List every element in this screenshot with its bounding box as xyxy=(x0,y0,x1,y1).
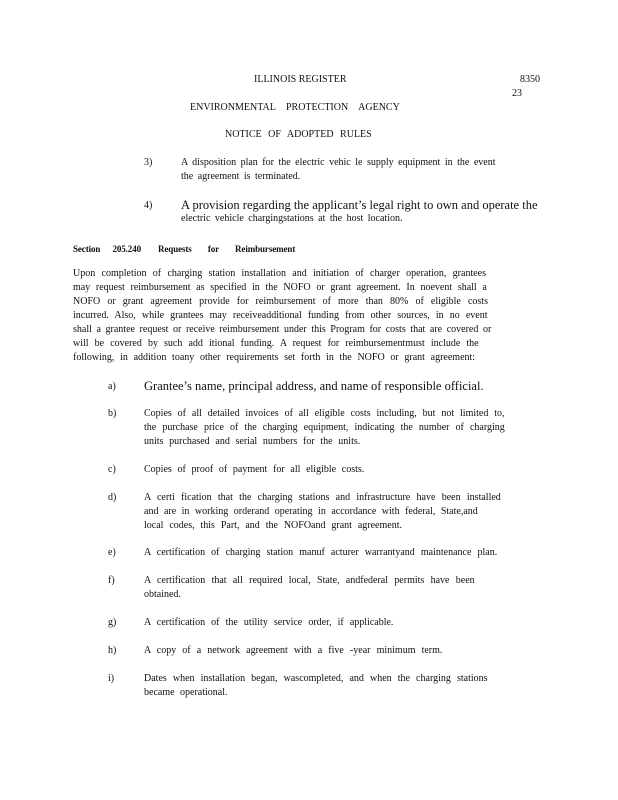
list-item-label: d) xyxy=(108,492,117,503)
paragraph-line: NOFO or grant agreement provide for reimbursement of more than 80% of eligible costs xyxy=(73,296,488,307)
list-item-label: e) xyxy=(108,547,116,558)
list-item-text: units purchased and serial numbers for the units. xyxy=(144,436,361,447)
list-item-text: local codes, this Part, and the NOFOand grant agreement. xyxy=(144,520,402,531)
list-item-text: A certification that all required local, State, andfederal permits have been xyxy=(144,575,475,586)
paragraph-line: will be covered by such add itional funding. A request for reimbursementmust include the xyxy=(73,338,479,349)
list-item-text: obtained. xyxy=(144,589,181,600)
register-title: ILLINOIS REGISTER xyxy=(254,74,347,85)
paragraph-line: following, in addition toany other requirements set forth in the NOFO or grant agreement: xyxy=(73,352,476,363)
list-item-label: f) xyxy=(108,575,115,586)
list-item-text: and are in working orderand operating in accordance with federal, State,and xyxy=(144,506,478,517)
list-item-text: the purchase price of the charging equipment, indicating the number of charging xyxy=(144,422,505,433)
list-item-text: Copies of proof of payment for all eligible costs. xyxy=(144,464,365,475)
list-item-label: h) xyxy=(108,645,117,656)
page-number-line1: 8350 xyxy=(520,74,540,85)
list-item-label: a) xyxy=(108,381,116,392)
item-text-line: the agreement is terminated. xyxy=(181,171,301,182)
item-text-line: A provision regarding the applicant’s legal right to own and operate the xyxy=(181,198,538,212)
list-item-label: i) xyxy=(108,673,115,684)
paragraph-line: Upon completion of charging station installation and initiation of charger operation, grantees xyxy=(73,268,487,279)
section-title: Requests for Reimbursement xyxy=(158,244,296,254)
paragraph-line: incurred. Also, while grantees may receiveadditional funding from other sources, in no event xyxy=(73,310,488,321)
list-item-text: A certi fication that the charging stations and infrastructure have been installed xyxy=(144,492,501,503)
list-item-text: A certification of the utility service order, if applicable. xyxy=(144,617,394,628)
list-item-text: A copy of a network agreement with a five -year minimum term. xyxy=(144,645,443,656)
list-item-label: g) xyxy=(108,617,117,628)
page-number-line2: 23 xyxy=(512,88,522,99)
list-item-label: c) xyxy=(108,464,116,475)
list-item-text: Copies of all detailed invoices of all eligible costs including, but not limited to, xyxy=(144,408,505,419)
section-number: Section 205.240 xyxy=(73,244,141,254)
list-item-text: became operational. xyxy=(144,687,228,698)
item-label: 3) xyxy=(144,157,153,168)
item-text-line: A disposition plan for the electric vehic le supply equipment in the event xyxy=(181,157,496,168)
list-item-label: b) xyxy=(108,408,117,419)
list-item-text: Dates when installation began, wascompleted, and when the charging stations xyxy=(144,673,488,684)
notice-title: NOTICE OF ADOPTED RULES xyxy=(225,129,372,140)
paragraph-line: may request reimbursement as specified in the NOFO or grant agreement. In noevent shall a xyxy=(73,282,487,293)
agency-name: ENVIRONMENTAL PROTECTION AGENCY xyxy=(190,102,400,113)
list-item-text: A certification of charging station manuf acturer warrantyand maintenance plan. xyxy=(144,547,498,558)
paragraph-line: shall a grantee request or receive reimbursement under this Program for costs that are covered or xyxy=(73,324,492,335)
list-item-text: Grantee’s name, principal address, and name of responsible official. xyxy=(144,379,484,393)
item-text-line: electric vehicle chargingstations at the host location. xyxy=(181,213,403,224)
item-label: 4) xyxy=(144,200,153,211)
